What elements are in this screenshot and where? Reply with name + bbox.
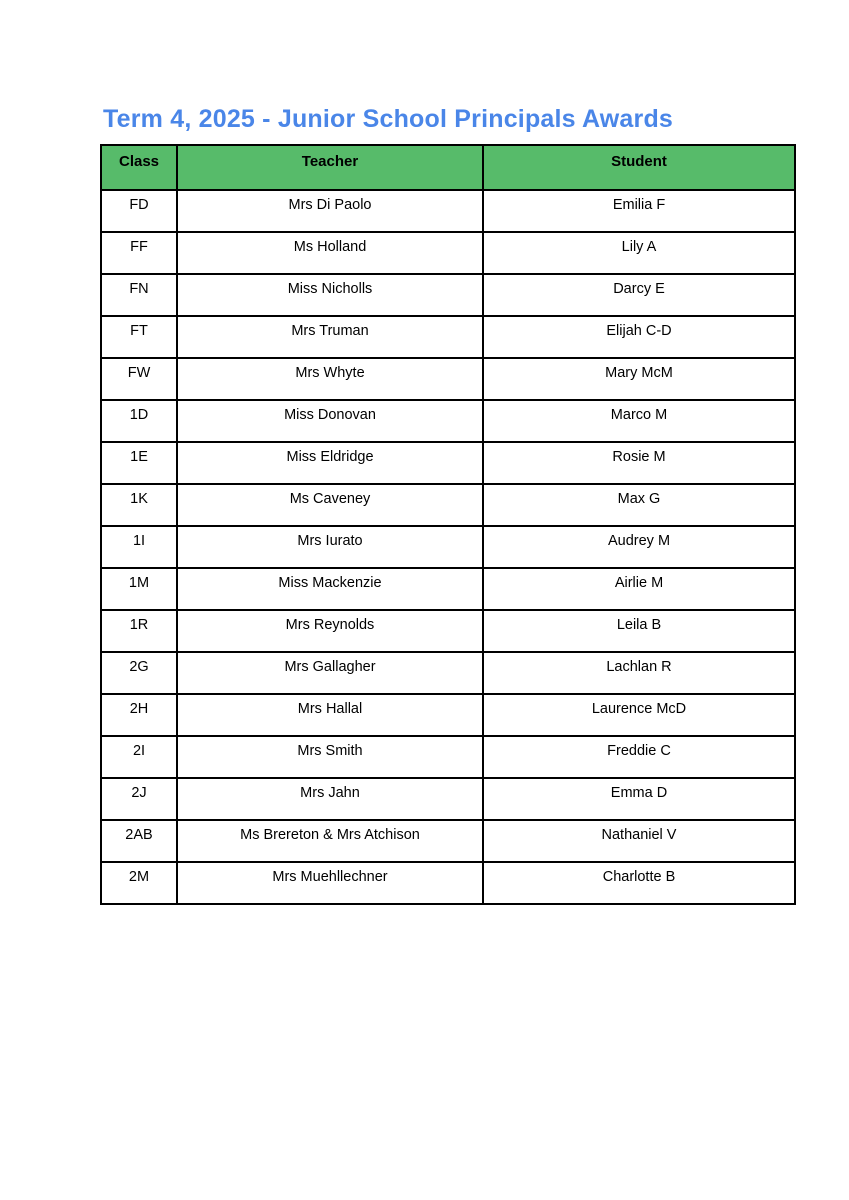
table-row: [101, 400, 795, 442]
teacher-cell: Mrs Gallagher: [177, 652, 483, 694]
table-row: [101, 820, 795, 862]
table-row: [101, 862, 795, 904]
awards-table: [100, 144, 796, 905]
teacher-cell: Ms Holland: [177, 232, 483, 274]
teacher-cell: Mrs Whyte: [177, 358, 483, 400]
awards-table-body: [101, 190, 795, 904]
student-cell: Darcy E: [483, 274, 795, 316]
student-cell: Lachlan R: [483, 652, 795, 694]
teacher-cell: Mrs Di Paolo: [177, 190, 483, 232]
class-cell: FF: [101, 232, 177, 274]
class-cell: 2I: [101, 736, 177, 778]
student-cell: Charlotte B: [483, 862, 795, 904]
teacher-cell: Ms Caveney: [177, 484, 483, 526]
table-row: [101, 442, 795, 484]
class-cell: 1M: [101, 568, 177, 610]
teacher-cell: Miss Donovan: [177, 400, 483, 442]
table-row: [101, 526, 795, 568]
table-row: [101, 610, 795, 652]
teacher-cell: Mrs Iurato: [177, 526, 483, 568]
teacher-cell: Miss Mackenzie: [177, 568, 483, 610]
table-row: [101, 736, 795, 778]
column-header-student: Student: [483, 145, 795, 190]
student-cell: Airlie M: [483, 568, 795, 610]
teacher-cell: Mrs Hallal: [177, 694, 483, 736]
table-row: [101, 484, 795, 526]
document-content: [100, 104, 794, 905]
teacher-cell: Mrs Jahn: [177, 778, 483, 820]
student-cell: Emma D: [483, 778, 795, 820]
class-cell: 1D: [101, 400, 177, 442]
column-header-teacher: Teacher: [177, 145, 483, 190]
class-cell: 1I: [101, 526, 177, 568]
table-row: [101, 190, 795, 232]
table-row: [101, 316, 795, 358]
class-cell: FW: [101, 358, 177, 400]
class-cell: 2G: [101, 652, 177, 694]
teacher-cell: Miss Eldridge: [177, 442, 483, 484]
teacher-cell: Mrs Smith: [177, 736, 483, 778]
student-cell: Audrey M: [483, 526, 795, 568]
class-cell: 1E: [101, 442, 177, 484]
student-cell: Rosie M: [483, 442, 795, 484]
student-cell: Lily A: [483, 232, 795, 274]
student-cell: Leila B: [483, 610, 795, 652]
table-row: [101, 358, 795, 400]
page-title: Term 4, 2025 - Junior School Principals Awards: [103, 105, 674, 133]
class-cell: 1K: [101, 484, 177, 526]
class-cell: FT: [101, 316, 177, 358]
teacher-cell: Miss Nicholls: [177, 274, 483, 316]
table-row: [101, 232, 795, 274]
class-cell: 1R: [101, 610, 177, 652]
class-cell: 2M: [101, 862, 177, 904]
student-cell: Nathaniel V: [483, 820, 795, 862]
student-cell: Laurence McD: [483, 694, 795, 736]
class-cell: 2AB: [101, 820, 177, 862]
header-row: [101, 145, 795, 190]
student-cell: Freddie C: [483, 736, 795, 778]
column-header-class: Class: [101, 145, 177, 190]
table-row: [101, 778, 795, 820]
class-cell: 2H: [101, 694, 177, 736]
teacher-cell: Ms Brereton & Mrs Atchison: [177, 820, 483, 862]
teacher-cell: Mrs Truman: [177, 316, 483, 358]
class-cell: FD: [101, 190, 177, 232]
student-cell: Elijah C-D: [483, 316, 795, 358]
student-cell: Marco M: [483, 400, 795, 442]
table-row: [101, 568, 795, 610]
class-cell: 2J: [101, 778, 177, 820]
awards-table-header: [101, 145, 795, 190]
table-row: [101, 274, 795, 316]
teacher-cell: Mrs Reynolds: [177, 610, 483, 652]
class-cell: FN: [101, 274, 177, 316]
student-cell: Emilia F: [483, 190, 795, 232]
table-row: [101, 694, 795, 736]
student-cell: Mary McM: [483, 358, 795, 400]
student-cell: Max G: [483, 484, 795, 526]
table-row: [101, 652, 795, 694]
teacher-cell: Mrs Muehllechner: [177, 862, 483, 904]
